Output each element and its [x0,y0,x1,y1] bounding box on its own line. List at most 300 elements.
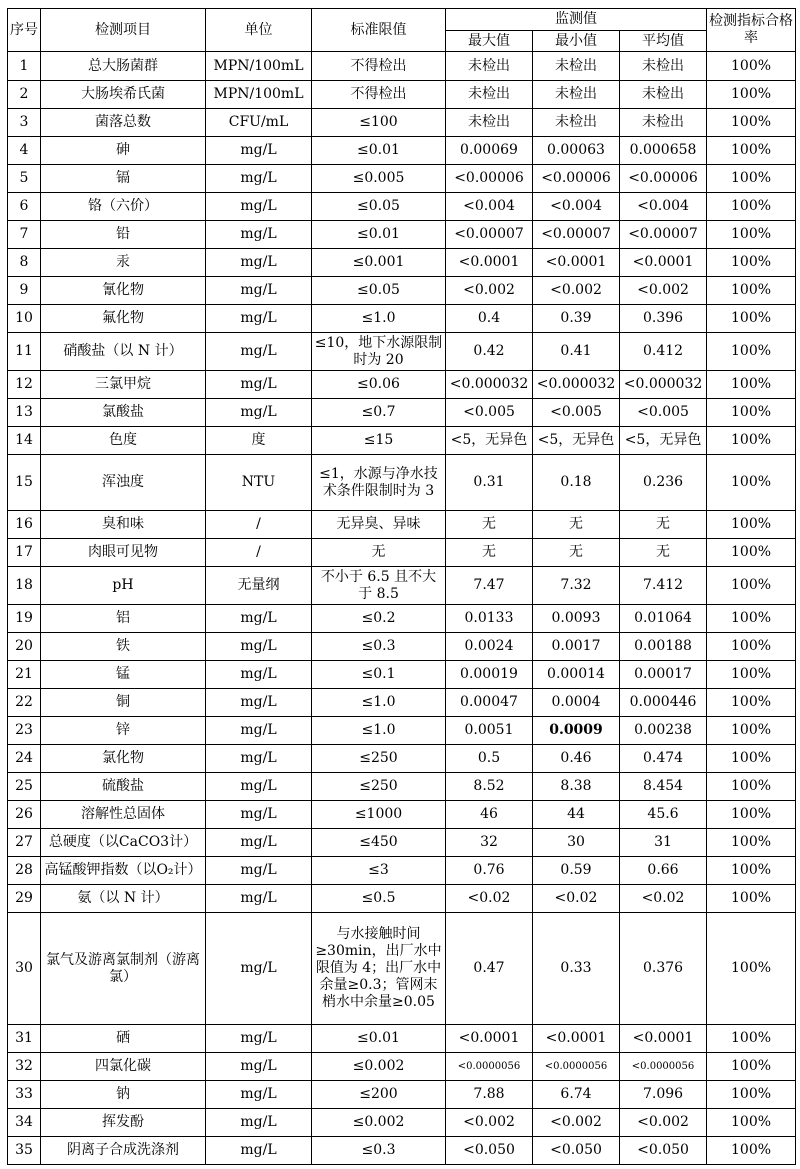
item-cell: 锰 [41,661,206,689]
limit-cell: 无 [312,539,446,567]
unit-cell: mg/L [206,221,312,249]
seq-cell: 19 [8,605,41,633]
avg-cell: 0.236 [620,455,707,511]
item-cell: 硒 [41,1025,206,1053]
rate-cell: 100% [707,371,796,399]
avg-cell: 0.01064 [620,605,707,633]
item-cell: 铁 [41,633,206,661]
table-row [8,605,796,633]
rate-cell: 100% [707,109,796,137]
seq-cell: 30 [8,913,41,1025]
seq-cell: 13 [8,399,41,427]
rate-cell: 100% [707,52,796,81]
item-cell: 氯化物 [41,745,206,773]
limit-cell: 不小于 6.5 且不大于 8.5 [312,567,446,605]
table-row [8,829,796,857]
max-cell: 0.47 [446,913,533,1025]
min-cell: 未检出 [533,109,620,137]
seq-cell: 18 [8,567,41,605]
seq-cell: 3 [8,109,41,137]
limit-cell: ≤1000 [312,801,446,829]
min-cell: <0.02 [533,885,620,913]
max-cell: 7.88 [446,1081,533,1109]
max-cell: 8.52 [446,773,533,801]
rate-cell: 100% [707,1053,796,1081]
unit-cell: mg/L [206,277,312,305]
avg-cell: 未检出 [620,81,707,109]
max-cell: <0.002 [446,1109,533,1137]
min-cell: 0.0093 [533,605,620,633]
limit-cell: ≤0.06 [312,371,446,399]
rate-cell: 100% [707,829,796,857]
table-row [8,333,796,371]
seq-cell: 26 [8,801,41,829]
avg-cell: 0.00238 [620,717,707,745]
limit-cell: 不得检出 [312,52,446,81]
unit-cell: MPN/100mL [206,52,312,81]
max-cell: <0.02 [446,885,533,913]
max-cell: <0.0000056 [446,1053,533,1081]
min-cell: 8.38 [533,773,620,801]
min-cell: <0.005 [533,399,620,427]
unit-cell: mg/L [206,333,312,371]
header-limit: 标准限值 [312,9,446,52]
seq-cell: 27 [8,829,41,857]
avg-cell: <0.0001 [620,1025,707,1053]
table-row [8,857,796,885]
seq-cell: 8 [8,249,41,277]
max-cell: 32 [446,829,533,857]
item-cell: 肉眼可见物 [41,539,206,567]
table-row [8,745,796,773]
limit-cell: ≤450 [312,829,446,857]
limit-cell: ≤0.001 [312,249,446,277]
limit-cell: ≤0.7 [312,399,446,427]
avg-cell: 无 [620,539,707,567]
table-row [8,633,796,661]
rate-cell: 100% [707,511,796,539]
table-row [8,52,796,81]
avg-cell: 7.096 [620,1081,707,1109]
avg-cell: <0.004 [620,193,707,221]
rate-cell: 100% [707,221,796,249]
limit-cell: ≤10，地下水源限制时为 20 [312,333,446,371]
limit-cell: ≤0.002 [312,1053,446,1081]
rate-cell: 100% [707,333,796,371]
seq-cell: 21 [8,661,41,689]
limit-cell: ≤1.0 [312,689,446,717]
header-monitor: 监测值 [446,9,707,31]
seq-cell: 22 [8,689,41,717]
seq-cell: 17 [8,539,41,567]
seq-cell: 32 [8,1053,41,1081]
table-row [8,885,796,913]
item-cell: 氰化物 [41,277,206,305]
min-cell: 0.59 [533,857,620,885]
max-cell: 0.5 [446,745,533,773]
table-row [8,1109,796,1137]
limit-cell: ≤0.3 [312,633,446,661]
max-cell: <0.00006 [446,165,533,193]
table-row [8,913,796,1025]
item-cell: 铜 [41,689,206,717]
unit-cell: mg/L [206,857,312,885]
limit-cell: ≤0.3 [312,1137,446,1165]
limit-cell: ≤0.01 [312,137,446,165]
rate-cell: 100% [707,165,796,193]
unit-cell: 无量纲 [206,567,312,605]
seq-cell: 10 [8,305,41,333]
limit-cell: ≤0.05 [312,277,446,305]
unit-cell: mg/L [206,165,312,193]
unit-cell: mg/L [206,745,312,773]
limit-cell: ≤100 [312,109,446,137]
avg-cell: 31 [620,829,707,857]
seq-cell: 11 [8,333,41,371]
item-cell: pH [41,567,206,605]
avg-cell: <0.0001 [620,249,707,277]
header-avg: 平均值 [620,31,707,52]
unit-cell: mg/L [206,1137,312,1165]
min-cell: <0.0001 [533,249,620,277]
min-cell: 无 [533,511,620,539]
min-cell: 0.0004 [533,689,620,717]
rate-cell: 100% [707,661,796,689]
min-cell: <0.002 [533,277,620,305]
seq-cell: 12 [8,371,41,399]
rate-cell: 100% [707,801,796,829]
avg-cell: <0.002 [620,1109,707,1137]
seq-cell: 16 [8,511,41,539]
limit-cell: ≤0.01 [312,221,446,249]
rate-cell: 100% [707,745,796,773]
seq-cell: 28 [8,857,41,885]
item-cell: 锌 [41,717,206,745]
rate-cell: 100% [707,717,796,745]
max-cell: 0.76 [446,857,533,885]
rate-cell: 100% [707,277,796,305]
max-cell: 0.00069 [446,137,533,165]
avg-cell: <0.0000056 [620,1053,707,1081]
header-unit: 单位 [206,9,312,52]
seq-cell: 24 [8,745,41,773]
table-row [8,689,796,717]
avg-cell: <0.02 [620,885,707,913]
unit-cell: mg/L [206,137,312,165]
table-row [8,249,796,277]
unit-cell: 度 [206,427,312,455]
unit-cell: mg/L [206,661,312,689]
min-cell: 0.18 [533,455,620,511]
limit-cell: ≤0.2 [312,605,446,633]
table-row [8,371,796,399]
min-cell: <0.00006 [533,165,620,193]
max-cell: 无 [446,511,533,539]
item-cell: 臭和味 [41,511,206,539]
max-cell: 无 [446,539,533,567]
unit-cell: mg/L [206,371,312,399]
item-cell: 总大肠菌群 [41,52,206,81]
item-cell: 氟化物 [41,305,206,333]
avg-cell: <0.050 [620,1137,707,1165]
min-cell: 未检出 [533,52,620,81]
min-cell: 0.00063 [533,137,620,165]
header-min: 最小值 [533,31,620,52]
seq-cell: 6 [8,193,41,221]
seq-cell: 14 [8,427,41,455]
min-cell: 0.00014 [533,661,620,689]
table-row [8,1081,796,1109]
max-cell: 0.31 [446,455,533,511]
rate-cell: 100% [707,193,796,221]
avg-cell: 未检出 [620,52,707,81]
seq-cell: 23 [8,717,41,745]
avg-cell: 7.412 [620,567,707,605]
rate-cell: 100% [707,137,796,165]
avg-cell: 0.396 [620,305,707,333]
unit-cell: mg/L [206,1053,312,1081]
unit-cell: mg/L [206,193,312,221]
item-cell: 硝酸盐（以 N 计） [41,333,206,371]
unit-cell: / [206,511,312,539]
avg-cell: 0.376 [620,913,707,1025]
max-cell: 0.42 [446,333,533,371]
min-cell: 6.74 [533,1081,620,1109]
seq-cell: 25 [8,773,41,801]
table-row [8,1137,796,1165]
min-cell: <0.004 [533,193,620,221]
min-cell: <0.0000056 [533,1053,620,1081]
table-row [8,165,796,193]
item-cell: 大肠埃希氏菌 [41,81,206,109]
rate-cell: 100% [707,885,796,913]
header-seq: 序号 [8,9,41,52]
max-cell: 未检出 [446,109,533,137]
item-cell: 阴离子合成洗涤剂 [41,1137,206,1165]
header-row-1 [8,9,796,31]
seq-cell: 5 [8,165,41,193]
unit-cell: mg/L [206,399,312,427]
min-cell: <0.000032 [533,371,620,399]
item-cell: 四氯化碳 [41,1053,206,1081]
rate-cell: 100% [707,773,796,801]
avg-cell: 0.000446 [620,689,707,717]
rate-cell: 100% [707,81,796,109]
rate-cell: 100% [707,1081,796,1109]
avg-cell: <0.002 [620,277,707,305]
max-cell: 46 [446,801,533,829]
max-cell: <0.005 [446,399,533,427]
min-cell: <5，无异色 [533,427,620,455]
rate-cell: 100% [707,689,796,717]
table-row [8,399,796,427]
item-cell: 溶解性总固体 [41,801,206,829]
unit-cell: mg/L [206,1025,312,1053]
seq-cell: 34 [8,1109,41,1137]
item-cell: 铅 [41,221,206,249]
table-row [8,661,796,689]
item-cell: 高锰酸钾指数（以O₂计） [41,857,206,885]
max-cell: 0.0024 [446,633,533,661]
seq-cell: 15 [8,455,41,511]
item-cell: 硫酸盐 [41,773,206,801]
max-cell: <0.004 [446,193,533,221]
avg-cell: <0.00007 [620,221,707,249]
table-row [8,427,796,455]
min-cell: 0.46 [533,745,620,773]
unit-cell: / [206,539,312,567]
min-cell: 30 [533,829,620,857]
item-cell: 色度 [41,427,206,455]
unit-cell: mg/L [206,305,312,333]
min-cell: 44 [533,801,620,829]
unit-cell: mg/L [206,689,312,717]
limit-cell: ≤200 [312,1081,446,1109]
item-cell: 总硬度（以CaCO3计） [41,829,206,857]
avg-cell: 0.474 [620,745,707,773]
max-cell: <0.00007 [446,221,533,249]
max-cell: 0.4 [446,305,533,333]
avg-cell: 未检出 [620,109,707,137]
unit-cell: mg/L [206,633,312,661]
limit-cell: ≤0.002 [312,1109,446,1137]
rate-cell: 100% [707,455,796,511]
table-row [8,773,796,801]
item-cell: 氯气及游离氯制剂（游离氯） [41,913,206,1025]
limit-cell: ≤1，水源与净水技术条件限制时为 3 [312,455,446,511]
min-cell: <0.002 [533,1109,620,1137]
max-cell: <5，无异色 [446,427,533,455]
avg-cell: 0.00017 [620,661,707,689]
max-cell: 7.47 [446,567,533,605]
avg-cell: 0.00188 [620,633,707,661]
limit-cell: 不得检出 [312,81,446,109]
item-cell: 挥发酚 [41,1109,206,1137]
unit-cell: mg/L [206,829,312,857]
max-cell: <0.0001 [446,1025,533,1053]
item-cell: 铬（六价） [41,193,206,221]
table-row [8,1025,796,1053]
unit-cell: mg/L [206,773,312,801]
header-item: 检测项目 [41,9,206,52]
min-cell: 0.39 [533,305,620,333]
limit-cell: 与水接触时间≥30min，出厂水中限值为 4；出厂水中余量≥0.3；管网末梢水中余量≥0.05 [312,913,446,1025]
min-cell: 未检出 [533,81,620,109]
max-cell: <0.000032 [446,371,533,399]
max-cell: 未检出 [446,52,533,81]
unit-cell: mg/L [206,605,312,633]
unit-cell: mg/L [206,801,312,829]
rate-cell: 100% [707,1025,796,1053]
table-row [8,81,796,109]
table-row [8,137,796,165]
table-row [8,717,796,745]
item-cell: 三氯甲烷 [41,371,206,399]
table-row [8,567,796,605]
table-row [8,305,796,333]
limit-cell: ≤1.0 [312,717,446,745]
max-cell: <0.050 [446,1137,533,1165]
min-cell: <0.00007 [533,221,620,249]
rate-cell: 100% [707,427,796,455]
rate-cell: 100% [707,399,796,427]
limit-cell: ≤0.01 [312,1025,446,1053]
rate-cell: 100% [707,1137,796,1165]
seq-cell: 20 [8,633,41,661]
item-cell: 铝 [41,605,206,633]
table-row [8,1053,796,1081]
item-cell: 菌落总数 [41,109,206,137]
seq-cell: 31 [8,1025,41,1053]
max-cell: 0.00047 [446,689,533,717]
seq-cell: 4 [8,137,41,165]
max-cell: <0.002 [446,277,533,305]
seq-cell: 7 [8,221,41,249]
seq-cell: 2 [8,81,41,109]
water-quality-table [7,8,796,1165]
seq-cell: 33 [8,1081,41,1109]
item-cell: 钠 [41,1081,206,1109]
item-cell: 浑浊度 [41,455,206,511]
max-cell: <0.0001 [446,249,533,277]
unit-cell: NTU [206,455,312,511]
table-row [8,455,796,511]
unit-cell: mg/L [206,717,312,745]
item-cell: 汞 [41,249,206,277]
avg-cell: <0.000032 [620,371,707,399]
min-cell: 0.0009 [533,717,620,745]
avg-cell: 0.000658 [620,137,707,165]
limit-cell: ≤250 [312,745,446,773]
table-row [8,801,796,829]
limit-cell: ≤250 [312,773,446,801]
item-cell: 氨（以 N 计） [41,885,206,913]
rate-cell: 100% [707,539,796,567]
seq-cell: 9 [8,277,41,305]
min-cell: 0.33 [533,913,620,1025]
table-row [8,277,796,305]
avg-cell: 0.66 [620,857,707,885]
min-cell: <0.0001 [533,1025,620,1053]
seq-cell: 35 [8,1137,41,1165]
table-row [8,193,796,221]
unit-cell: CFU/mL [206,109,312,137]
table-row [8,511,796,539]
header-max: 最大值 [446,31,533,52]
limit-cell: ≤0.05 [312,193,446,221]
item-cell: 镉 [41,165,206,193]
table-row [8,109,796,137]
unit-cell: mg/L [206,249,312,277]
min-cell: 0.0017 [533,633,620,661]
max-cell: 0.00019 [446,661,533,689]
unit-cell: mg/L [206,913,312,1025]
rate-cell: 100% [707,633,796,661]
limit-cell: ≤15 [312,427,446,455]
unit-cell: mg/L [206,1109,312,1137]
limit-cell: ≤0.005 [312,165,446,193]
avg-cell: 8.454 [620,773,707,801]
avg-cell: 无 [620,511,707,539]
avg-cell: 45.6 [620,801,707,829]
item-cell: 氯酸盐 [41,399,206,427]
min-cell: 无 [533,539,620,567]
limit-cell: ≤1.0 [312,305,446,333]
table-row [8,539,796,567]
rate-cell: 100% [707,857,796,885]
rate-cell: 100% [707,305,796,333]
rate-cell: 100% [707,249,796,277]
